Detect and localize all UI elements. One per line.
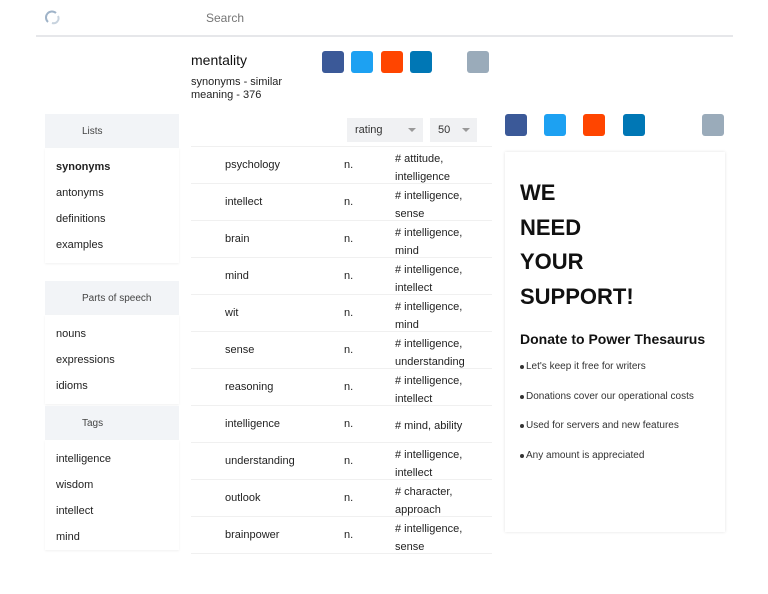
table-row[interactable] xyxy=(191,258,492,295)
tag-item-intellect[interactable]: intellect xyxy=(56,505,94,517)
result-tags[interactable] xyxy=(395,483,490,519)
result-tags-line: # attitude, xyxy=(395,153,444,165)
support-headline-line-4: SUPPORT! xyxy=(520,283,634,309)
count-select[interactable] xyxy=(430,118,477,142)
result-pos: n. xyxy=(344,492,354,504)
tags-section xyxy=(45,406,179,550)
bullet-dot-icon xyxy=(520,365,524,369)
chevron-down-icon xyxy=(408,128,416,132)
support-banner xyxy=(505,152,725,532)
result-tags-line: # intelligence, xyxy=(395,190,463,202)
parts-of-speech-menu xyxy=(45,315,179,404)
count-select-value: 50 xyxy=(438,124,451,136)
result-tags-line: # intelligence, xyxy=(395,338,463,350)
result-word[interactable]: understanding xyxy=(225,455,295,467)
table-row[interactable] xyxy=(191,295,492,332)
list-item-definitions[interactable]: definitions xyxy=(56,213,106,225)
lists-menu xyxy=(45,148,179,263)
table-row[interactable] xyxy=(191,443,492,480)
support-bullets xyxy=(520,361,725,479)
result-tags-line: mind xyxy=(395,245,419,257)
result-tags-line: understanding xyxy=(395,356,465,368)
bullet-text: Used for servers and new features xyxy=(526,420,679,432)
search-input[interactable] xyxy=(206,11,506,25)
table-row[interactable] xyxy=(191,332,492,369)
more-share-button[interactable] xyxy=(467,51,489,73)
result-tags-line: # mind, ability xyxy=(395,420,463,432)
result-tags[interactable] xyxy=(395,261,490,297)
result-word[interactable]: outlook xyxy=(225,492,261,504)
list-item-antonyms[interactable]: antonyms xyxy=(56,187,104,199)
result-pos: n. xyxy=(344,381,354,393)
facebook-share-button[interactable] xyxy=(505,114,527,136)
result-tags-line: sense xyxy=(395,541,425,553)
support-headline-line-1: WE xyxy=(520,180,556,205)
result-word[interactable]: brain xyxy=(225,233,250,245)
result-tags-line: intellect xyxy=(395,393,433,405)
result-tags-line: sense xyxy=(395,208,425,220)
result-tags[interactable] xyxy=(395,417,490,435)
parts-of-speech-header: Parts of speech xyxy=(45,281,179,315)
result-tags-line: # intelligence, xyxy=(395,301,463,313)
result-tags-line: intellect xyxy=(395,467,433,479)
results-list xyxy=(191,114,492,560)
result-tags[interactable] xyxy=(395,187,490,223)
result-pos: n. xyxy=(344,529,354,541)
result-word[interactable]: intelligence xyxy=(225,418,281,430)
table-row[interactable] xyxy=(191,147,492,184)
linkedin-share-button[interactable] xyxy=(410,51,432,73)
bullet-text: Let's keep it free for writers xyxy=(526,361,646,372)
result-word[interactable]: sense xyxy=(225,344,255,356)
result-tags-line: intelligence xyxy=(395,171,451,183)
result-tags[interactable] xyxy=(395,335,490,371)
facebook-share-button[interactable] xyxy=(322,51,344,73)
table-row[interactable] xyxy=(191,184,492,221)
bullet-text: Donations cover our operational costs xyxy=(526,390,694,402)
bullet-text: Any amount is appreciated xyxy=(526,449,645,461)
result-tags-line: # intelligence, xyxy=(395,449,463,461)
result-tags[interactable] xyxy=(395,372,490,408)
chevron-down-icon xyxy=(462,128,470,132)
sort-select[interactable] xyxy=(347,118,423,142)
result-word[interactable]: intellect xyxy=(225,196,263,208)
list-item xyxy=(520,450,725,480)
reddit-share-button[interactable] xyxy=(583,114,605,136)
list-item xyxy=(520,391,725,421)
bullet-dot-icon xyxy=(520,454,524,458)
result-tags-line: mind xyxy=(395,319,419,331)
result-tags[interactable] xyxy=(395,298,490,334)
top-bar xyxy=(36,0,733,37)
more-share-button[interactable] xyxy=(702,114,724,136)
pos-item-expressions[interactable]: expressions xyxy=(56,354,115,366)
table-row[interactable] xyxy=(191,369,492,406)
list-item-synonyms[interactable]: synonyms xyxy=(56,161,111,173)
result-tags-line: # intelligence, xyxy=(395,264,463,276)
tag-item-wisdom[interactable]: wisdom xyxy=(56,479,94,491)
tags-menu xyxy=(45,440,179,550)
support-headline-line-3: YOUR xyxy=(520,249,584,274)
reddit-share-button[interactable] xyxy=(381,51,403,73)
lists-header: Lists xyxy=(45,114,179,148)
result-tags[interactable] xyxy=(395,446,490,482)
result-word[interactable]: psychology xyxy=(225,159,281,171)
table-row[interactable] xyxy=(191,221,492,258)
pos-item-nouns[interactable]: nouns xyxy=(56,328,86,340)
bullet-dot-icon xyxy=(520,424,524,428)
logo-icon[interactable] xyxy=(45,10,61,26)
list-item xyxy=(520,420,725,450)
result-pos: n. xyxy=(344,196,354,208)
result-tags-line: # intelligence, xyxy=(395,227,463,239)
donate-link[interactable]: Donate to Power Thesaurus xyxy=(520,331,706,347)
twitter-share-button[interactable] xyxy=(544,114,566,136)
result-pos: n. xyxy=(344,159,354,171)
list-item xyxy=(520,361,725,391)
result-pos: n. xyxy=(344,270,354,282)
sort-select-value: rating xyxy=(355,124,383,136)
result-word[interactable]: reasoning xyxy=(225,381,274,393)
twitter-share-button[interactable] xyxy=(351,51,373,73)
result-pos: n. xyxy=(344,455,354,467)
result-tags-line: intellect xyxy=(395,282,433,294)
parts-of-speech-section xyxy=(45,281,179,404)
result-pos: n. xyxy=(344,307,354,319)
bullet-dot-icon xyxy=(520,395,524,399)
result-word[interactable]: wit xyxy=(225,307,239,319)
result-tags-line: # intelligence, xyxy=(395,375,463,387)
result-tags-line: approach xyxy=(395,504,441,516)
result-pos: n. xyxy=(344,418,354,430)
support-headline-line-2: NEED xyxy=(520,214,582,240)
subtitle-line-1: synonyms - similar xyxy=(191,76,283,88)
result-pos: n. xyxy=(344,233,354,245)
page-title: mentality xyxy=(191,52,248,68)
result-tags[interactable] xyxy=(395,224,490,260)
results-controls xyxy=(191,114,492,147)
pos-item-idioms[interactable]: idioms xyxy=(56,380,88,392)
tags-header: Tags xyxy=(45,406,179,440)
subtitle-line-2: meaning - 376 xyxy=(191,89,262,101)
result-word[interactable]: brainpower xyxy=(225,529,280,541)
lists-section xyxy=(45,114,179,263)
result-tags[interactable] xyxy=(395,150,490,186)
word-subtitle xyxy=(191,76,301,102)
list-item-examples[interactable]: examples xyxy=(56,239,104,251)
tag-item-mind[interactable]: mind xyxy=(56,531,80,543)
table-row[interactable] xyxy=(191,517,492,554)
table-row[interactable] xyxy=(191,480,492,517)
result-tags-line: # intelligence, xyxy=(395,523,463,535)
tag-item-intelligence[interactable]: intelligence xyxy=(56,453,112,465)
linkedin-share-button[interactable] xyxy=(623,114,645,136)
result-tags[interactable] xyxy=(395,520,490,556)
result-word[interactable]: mind xyxy=(225,270,249,282)
result-tags-line: # character, xyxy=(395,486,453,498)
result-pos: n. xyxy=(344,344,354,356)
table-row[interactable] xyxy=(191,406,492,443)
